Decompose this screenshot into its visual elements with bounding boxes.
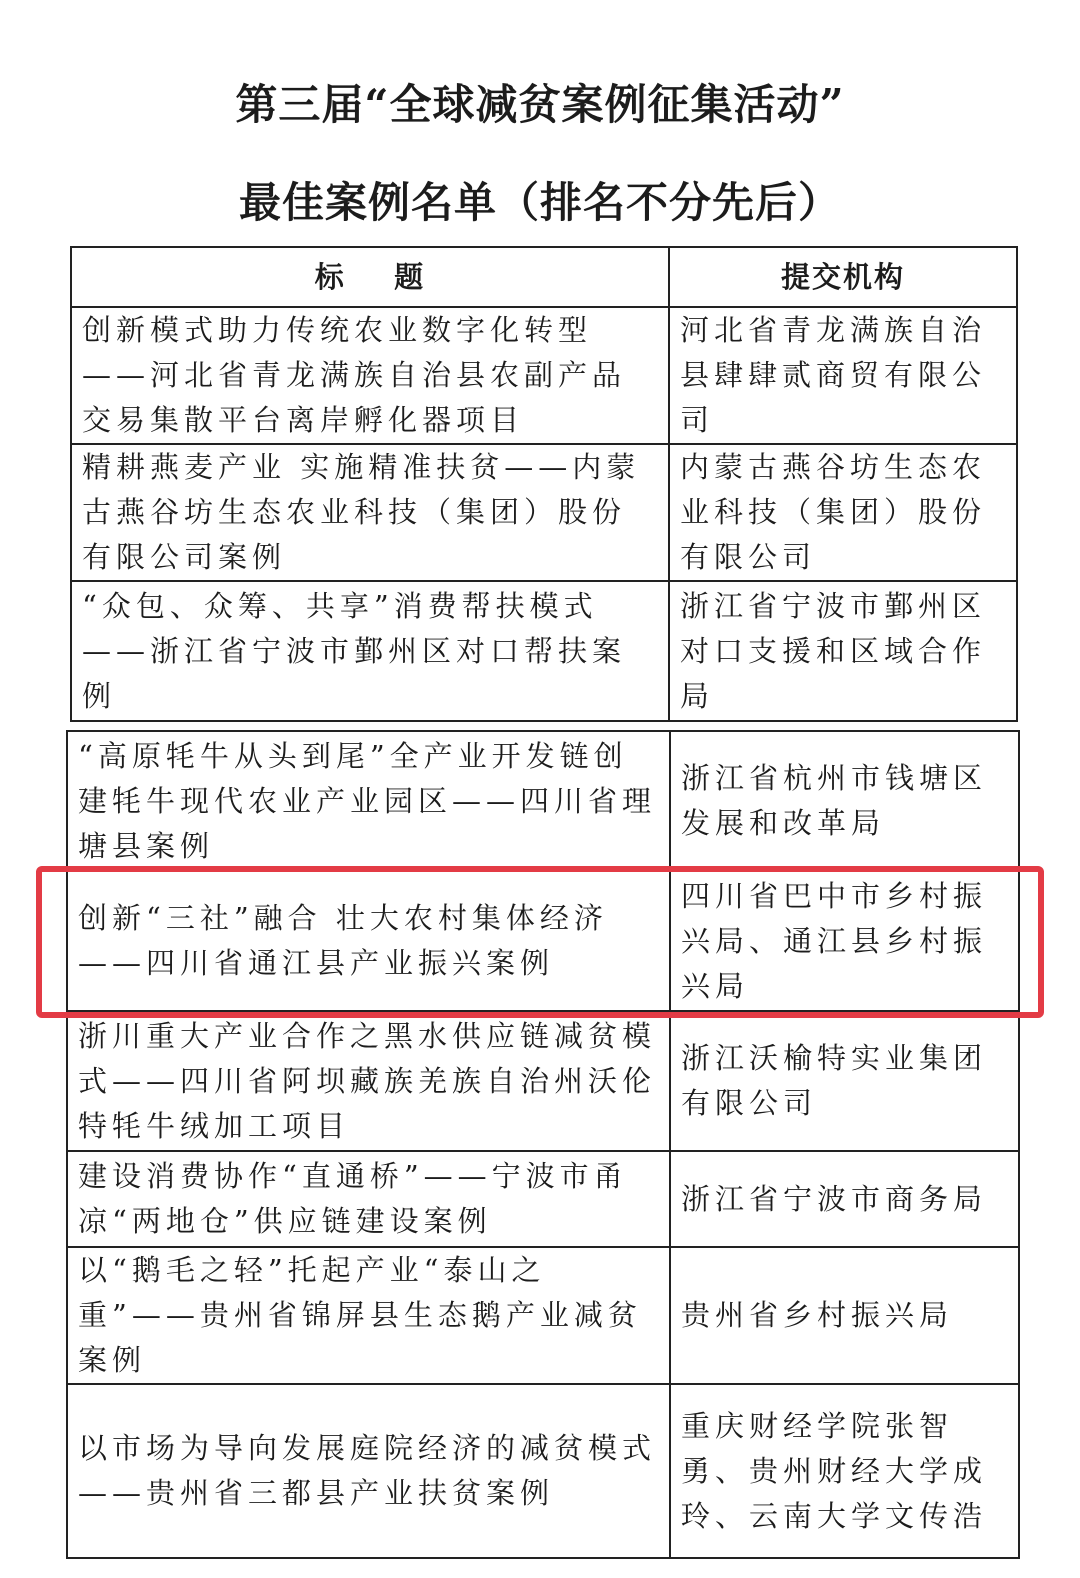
document-title-line2: 最佳案例名单（排名不分先后） xyxy=(238,178,841,227)
case-title: 精耕燕麦产业 实施精准扶贫——内蒙古燕谷坊生态农业科技（集团）股份有限公司案例 xyxy=(71,444,669,581)
case-title: 建设消费协作“直通桥”——宁波市甬凉“两地仓”供应链建设案例 xyxy=(67,1151,670,1247)
table-row xyxy=(67,1151,1019,1247)
case-title: 以“鹅毛之轻”托起产业“泰山之重”——贵州省锦屏县生态鹅产业减贫案例 xyxy=(67,1247,670,1384)
header-title: 标 题 xyxy=(71,247,669,307)
case-org: 重庆财经学院张智勇、贵州财经大学成玲、云南大学文传浩 xyxy=(670,1384,1019,1558)
case-title: 创新模式助力传统农业数字化转型——河北省青龙满族自治县农副产品交易集散平台离岸孵化器项目 xyxy=(71,307,669,444)
highlight-box xyxy=(36,866,1044,1018)
case-title: 浙川重大产业合作之黑水供应链减贫模式——四川省阿坝藏族羌族自治州沃伦特牦牛绒加工项目 xyxy=(67,1011,670,1151)
case-org: 内蒙古燕谷坊生态农业科技（集团）股份有限公司 xyxy=(669,444,1017,581)
case-title: “高原牦牛从头到尾”全产业开发链创建牦牛现代农业产业园区——四川省理塘县案例 xyxy=(67,731,670,871)
case-org: 浙江省宁波市商务局 xyxy=(670,1151,1019,1247)
case-org: 四川省巴中市乡村振兴局、通江县乡村振兴局 xyxy=(670,871,1019,1011)
case-org: 浙江省宁波市鄞州区对口支援和区域合作局 xyxy=(669,581,1017,721)
table-row xyxy=(67,731,1019,871)
case-org: 浙江省杭州市钱塘区发展和改革局 xyxy=(670,731,1019,871)
table-row xyxy=(67,1011,1019,1151)
table-row xyxy=(71,581,1017,721)
case-org: 河北省青龙满族自治县肆肆贰商贸有限公司 xyxy=(669,307,1017,444)
table-row xyxy=(67,1247,1019,1384)
header-org: 提交机构 xyxy=(669,247,1017,307)
case-title: 创新“三社”融合 壮大农村集体经济——四川省通江县产业振兴案例 xyxy=(67,871,670,1011)
case-org: 浙江沃榆特实业集团有限公司 xyxy=(670,1011,1019,1151)
cases-table-part2 xyxy=(66,730,1020,1559)
case-title: 以市场为导向发展庭院经济的减贫模式——贵州省三都县产业扶贫案例 xyxy=(67,1384,670,1558)
document-title-line1: 第三届“全球减贫案例征集活动” xyxy=(235,80,845,129)
table-header-row xyxy=(71,247,1017,307)
table-row xyxy=(71,307,1017,444)
table-row xyxy=(71,444,1017,581)
case-title: “众包、众筹、共享”消费帮扶模式——浙江省宁波市鄞州区对口帮扶案例 xyxy=(71,581,669,721)
table-row xyxy=(67,1384,1019,1558)
cases-table-part1 xyxy=(70,246,1018,722)
case-org: 贵州省乡村振兴局 xyxy=(670,1247,1019,1384)
